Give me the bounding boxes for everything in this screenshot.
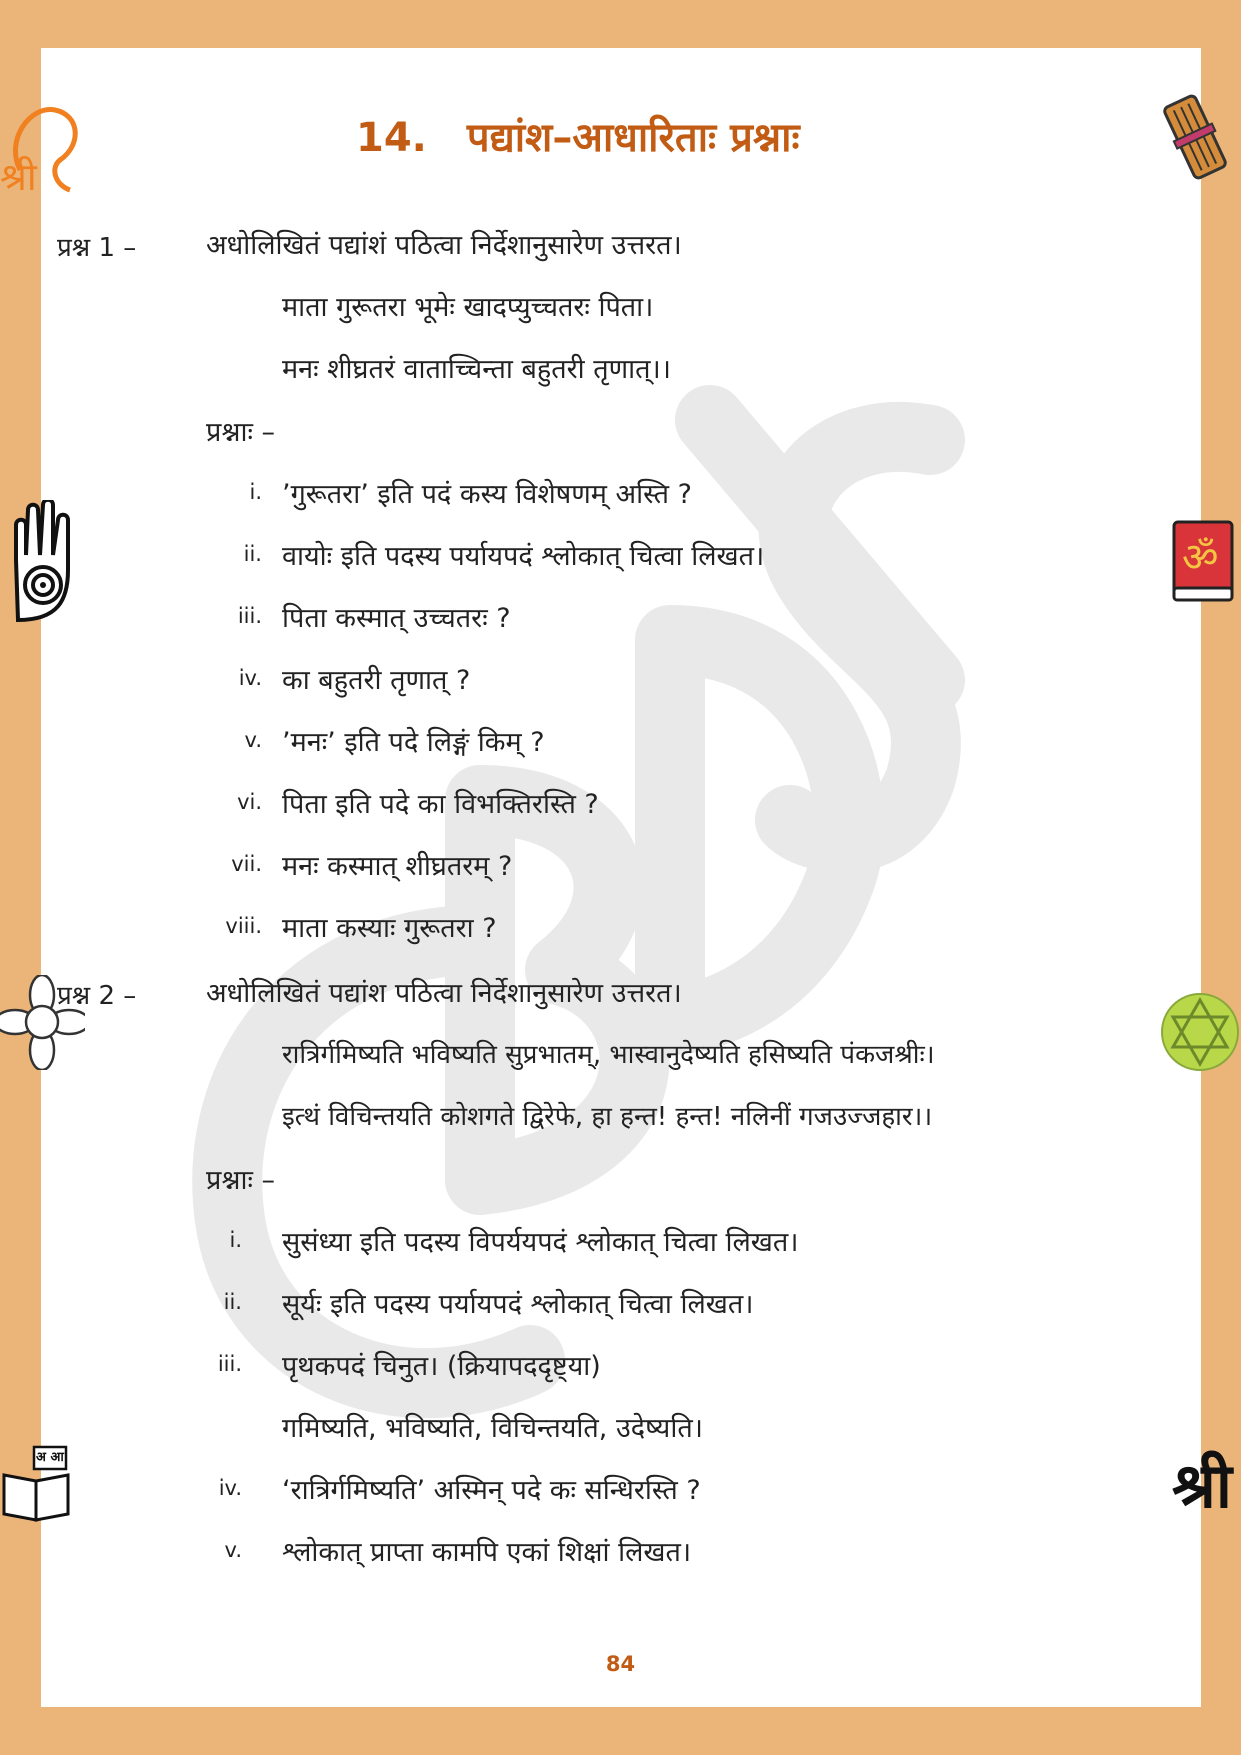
chapter-title [356,108,800,163]
q1-item-text: ’मनः’ इति पदे लिङ्गं किम् ? [282,727,545,758]
shri-ornament-top-left [0,100,85,205]
q2-verse-line-2: इत्थं विचिन्तयति कोशगते द्विरेफे, हा हन्त! हन्त! नलिनीं गजउज्जहार।। [282,1102,933,1132]
q1-item-marker: ii. [243,542,262,566]
q2-item-marker: v. [224,1538,242,1562]
q2-item-marker: iv. [218,1476,242,1500]
q2-item-text: श्लोकात् प्राप्ता कामपि एकां शिक्षां लिखत। [282,1537,692,1568]
scroll-ornament-top-right [1160,90,1230,185]
q2-item-marker: ii. [223,1290,242,1314]
q2-item-text: सुसंध्या इति पदस्य विपर्ययपदं श्लोकात् चित्वा लिखत। [282,1227,799,1258]
page-number: 84 [605,1652,636,1676]
q1-verse-line-2: मनः शीघ्रतरं वाताच्चिन्ता बहुतरी तृणात्।। [282,354,672,385]
q1-item-marker: i. [249,480,262,504]
q2-item-marker: i. [229,1228,242,1252]
question-1-instruction: अधोलिखितं पद्यांशं पठित्वा निर्देशानुसारेण उत्तरत। [206,230,682,261]
q1-prashna-heading: प्रश्नाः – [206,417,275,448]
chapter-number: 14. [356,115,427,161]
q2-item-text: सूर्यः इति पदस्य पर्यायपदं श्लोकात् चित्वा लिखत। [282,1289,754,1320]
question-2-instruction: अधोलिखितं पद्यांश पठित्वा निर्देशानुसारेण उत्तरत। [206,978,682,1009]
shri-ornament-bottom-right [1170,1440,1241,1540]
q1-item-marker: v. [244,728,262,752]
q2-item-text: ‘रात्रिर्गमिष्यति’ अस्मिन् पदे कः सन्धिरस्ति ? [282,1475,701,1506]
q2-item-marker: iii. [217,1352,242,1376]
q2-item-text: गमिष्यति, भविष्यति, विचिन्तयति, उदेष्यति। [282,1413,703,1444]
q1-item-text: का बहुतरी तृणात् ? [282,665,471,696]
q1-item-marker: vi. [237,790,262,814]
q1-verse-line-1: माता गुरूतरा भूमेः खादप्युच्चतरः पिता। [282,292,654,323]
question-1-label: प्रश्न 1 – [57,233,137,263]
question-2-label: प्रश्न 2 – [57,981,137,1011]
chapter-heading: पद्यांश–आधारिताः प्रश्नाः [466,115,800,161]
om-book-ornament-right [1170,518,1236,604]
book-letters: अ आ [36,1450,64,1465]
q1-item-text: माता कस्याः गुरूतरा ? [282,913,497,944]
scroll-icon [1160,90,1230,185]
q1-item-marker: iii. [237,604,262,628]
shri-glyph-bottom: श्री [1172,1449,1232,1522]
q1-item-text: पिता कस्मात् उच्चतरः ? [282,603,511,634]
shri-glyph-top: श्री [0,155,37,199]
q1-item-text: पिता इति पदे का विभक्तिरस्ति ? [282,789,599,820]
chakra-ornament-right [1155,985,1241,1080]
om-icon: ॐ [1182,535,1219,581]
q2-item-text: पृथकपदं चिनुत। (क्रियापददृष्ट्या) [282,1351,601,1382]
q1-item-marker: viii. [225,914,262,938]
q1-item-text: ’गुरूतरा’ इति पदं कस्य विशेषणम् अस्ति ? [282,479,692,510]
q1-item-marker: iv. [238,666,262,690]
q2-prashna-heading: प्रश्नाः – [206,1165,275,1196]
q1-item-marker: vii. [231,852,262,876]
q1-item-text: वायोः इति पदस्य पर्यायपदं श्लोकात् चित्वा लिखत। [282,541,765,572]
heart-chakra-icon [1155,985,1241,1080]
q2-verse-line-1: रात्रिर्गमिष्यति भविष्यति सुप्रभातम्, भास्वानुदेष्यति हसिष्यति पंकजश्रीः। [282,1040,935,1070]
q1-item-text: मनः कस्मात् शीघ्रतरम् ? [282,851,513,882]
